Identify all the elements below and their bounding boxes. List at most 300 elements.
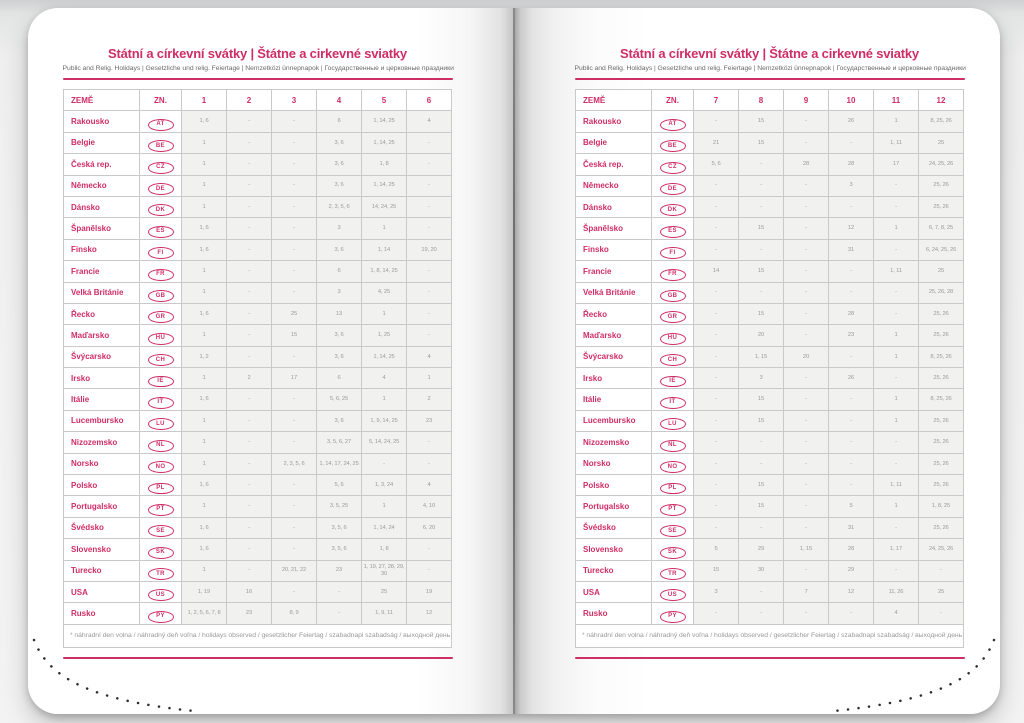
holiday-days-cell: 28 — [784, 154, 829, 175]
country-name: Španělsko — [64, 218, 140, 239]
holiday-days-cell: 3 — [739, 368, 784, 389]
country-name: Portugalsko — [64, 496, 140, 517]
holiday-days-cell: 15 — [739, 410, 784, 431]
holiday-days-cell: - — [784, 603, 829, 624]
table-row — [576, 282, 964, 303]
holiday-days-cell: - — [227, 196, 272, 217]
holiday-days-cell: - — [784, 261, 829, 282]
country-name: Irsko — [576, 368, 652, 389]
holiday-days-cell: 1 — [182, 132, 227, 153]
holiday-days-cell: 5 — [829, 496, 874, 517]
table-row — [576, 368, 964, 389]
country-name: Švýcarsko — [576, 346, 652, 367]
country-code-badge: BE — [148, 140, 174, 152]
country-name: Slovensko — [576, 539, 652, 560]
holiday-days-cell: - — [407, 432, 452, 453]
table-row — [64, 325, 452, 346]
holiday-days-cell: - — [829, 132, 874, 153]
holiday-days-cell: 1 — [182, 196, 227, 217]
holiday-days-cell: 1, 17 — [874, 539, 919, 560]
holiday-days-cell: - — [227, 282, 272, 303]
country-code-cell — [652, 132, 694, 153]
holiday-days-cell: - — [784, 282, 829, 303]
holiday-days-cell: 2, 3, 5, 6 — [317, 196, 362, 217]
table-row — [64, 132, 452, 153]
holiday-days-cell: 1 — [874, 346, 919, 367]
holiday-days-cell: 1 — [182, 175, 227, 196]
country-code-badge: FR — [660, 269, 686, 281]
holiday-days-cell: 1 — [182, 453, 227, 474]
country-name: Švýcarsko — [64, 346, 140, 367]
table-row — [576, 239, 964, 260]
table-row — [64, 496, 452, 517]
country-code-badge: GR — [148, 311, 174, 323]
table-row — [576, 132, 964, 153]
holiday-days-cell: 3, 5, 6 — [317, 539, 362, 560]
holiday-days-cell: - — [227, 261, 272, 282]
holiday-days-cell: 1 — [874, 325, 919, 346]
holiday-table-months-1-6 — [63, 89, 452, 648]
holiday-days-cell: 8, 25, 26 — [919, 346, 964, 367]
holiday-days-cell: - — [272, 389, 317, 410]
holiday-days-cell: - — [784, 132, 829, 153]
country-name: Švédsko — [64, 517, 140, 538]
country-name: Polsko — [576, 475, 652, 496]
holiday-days-cell: - — [694, 325, 739, 346]
country-code-cell — [652, 432, 694, 453]
holiday-days-cell: - — [784, 432, 829, 453]
holiday-days-cell: 4 — [407, 111, 452, 132]
holiday-days-cell: - — [694, 475, 739, 496]
country-code-badge: DK — [660, 204, 686, 216]
holiday-days-cell: 7 — [784, 581, 829, 602]
holiday-days-cell: 15 — [739, 218, 784, 239]
holiday-days-cell: 31 — [829, 239, 874, 260]
country-code-cell — [652, 475, 694, 496]
holiday-days-cell: 30 — [739, 560, 784, 581]
holiday-days-cell: 4, 25 — [362, 282, 407, 303]
holiday-days-cell: 1, 6 — [182, 539, 227, 560]
holiday-days-cell: - — [784, 111, 829, 132]
column-header: ZEMĚ — [64, 90, 140, 111]
holiday-days-cell: 1, 25 — [362, 325, 407, 346]
holiday-days-cell: 25, 26 — [919, 410, 964, 431]
table-row — [64, 432, 452, 453]
country-code-cell — [140, 453, 182, 474]
country-code-cell — [140, 111, 182, 132]
country-name: Velká Británie — [64, 282, 140, 303]
country-code-cell — [652, 581, 694, 602]
holiday-days-cell: - — [362, 453, 407, 474]
country-code-badge: TR — [148, 568, 174, 580]
country-code-cell — [652, 560, 694, 581]
holiday-days-cell: 12 — [829, 218, 874, 239]
footnote-text: * náhradní den volna / náhradný deň voľna / holidays observed / gesetzlicher Feiertag / szabadnapi szabadság / выходной день — [576, 624, 964, 647]
holiday-days-cell: 6, 24, 25, 26 — [919, 239, 964, 260]
holiday-days-cell: - — [227, 539, 272, 560]
table-row — [576, 111, 964, 132]
holiday-days-cell: - — [694, 175, 739, 196]
holiday-days-cell: 4 — [874, 603, 919, 624]
holiday-days-cell: - — [694, 453, 739, 474]
holiday-days-cell: - — [694, 603, 739, 624]
holiday-days-cell: - — [272, 175, 317, 196]
table-row — [64, 218, 452, 239]
open-diary-book — [28, 8, 1000, 714]
country-code-badge: PT — [660, 504, 686, 516]
country-code-cell — [652, 175, 694, 196]
holiday-days-cell: - — [784, 196, 829, 217]
holiday-days-cell: 20 — [784, 346, 829, 367]
holiday-days-cell: 1, 6 — [182, 111, 227, 132]
holiday-days-cell: - — [227, 453, 272, 474]
country-code-cell — [140, 175, 182, 196]
holiday-days-cell: 3, 5, 6, 27 — [317, 432, 362, 453]
holiday-days-cell: 29 — [739, 539, 784, 560]
table-row — [576, 218, 964, 239]
holiday-days-cell: 1 — [182, 154, 227, 175]
table-row — [576, 453, 964, 474]
country-code-badge: DE — [660, 183, 686, 195]
country-code-cell — [140, 517, 182, 538]
country-code-badge: FI — [660, 247, 686, 259]
table-row — [64, 196, 452, 217]
holiday-days-cell: 1 — [182, 496, 227, 517]
holiday-days-cell: 3, 6 — [317, 325, 362, 346]
country-name: Turecko — [576, 560, 652, 581]
holiday-days-cell: - — [829, 389, 874, 410]
holiday-days-cell: 1 — [874, 410, 919, 431]
holiday-days-cell: - — [694, 303, 739, 324]
holiday-days-cell: 14 — [694, 261, 739, 282]
country-name: Belgie — [64, 132, 140, 153]
holiday-days-cell: 1, 15 — [739, 346, 784, 367]
holiday-days-cell: - — [829, 475, 874, 496]
holiday-days-cell: - — [272, 346, 317, 367]
country-code-badge: AT — [148, 119, 174, 131]
holiday-days-cell: 23 — [407, 410, 452, 431]
column-header: 4 — [317, 90, 362, 111]
holiday-days-cell: 1, 6 — [182, 239, 227, 260]
country-code-cell — [652, 154, 694, 175]
table-row — [576, 475, 964, 496]
page-content-right — [575, 8, 965, 659]
holiday-days-cell: - — [272, 539, 317, 560]
holiday-days-cell: 1 — [182, 261, 227, 282]
title-underline-rule — [63, 78, 453, 80]
holiday-days-cell: - — [739, 517, 784, 538]
holiday-days-cell: 1, 11 — [874, 475, 919, 496]
holiday-days-cell: 5 — [694, 539, 739, 560]
holiday-days-cell: 1 — [407, 368, 452, 389]
country-code-badge: CZ — [660, 162, 686, 174]
table-row — [64, 560, 452, 581]
country-code-badge: HU — [148, 333, 174, 345]
country-code-badge: ES — [660, 226, 686, 238]
holiday-days-cell: 6 — [317, 368, 362, 389]
holiday-days-cell: 5, 6, 25 — [317, 389, 362, 410]
table-row — [64, 346, 452, 367]
holiday-days-cell: 15 — [739, 132, 784, 153]
holiday-days-cell: 23 — [317, 560, 362, 581]
holiday-days-cell: - — [784, 175, 829, 196]
holiday-days-cell: 21 — [694, 132, 739, 153]
country-code-badge: NO — [660, 461, 686, 473]
holiday-days-cell: - — [784, 560, 829, 581]
country-code-badge: NL — [148, 440, 174, 452]
country-code-badge: NL — [660, 440, 686, 452]
country-name: Portugalsko — [576, 496, 652, 517]
holiday-days-cell: - — [784, 368, 829, 389]
holiday-days-cell: 19, 20 — [407, 239, 452, 260]
holiday-days-cell: - — [829, 261, 874, 282]
table-row — [576, 175, 964, 196]
holiday-days-cell: - — [874, 517, 919, 538]
country-name: Francie — [64, 261, 140, 282]
holiday-days-cell: - — [407, 261, 452, 282]
holiday-days-cell: - — [227, 389, 272, 410]
holiday-days-cell: - — [874, 303, 919, 324]
holiday-days-cell: - — [874, 239, 919, 260]
holiday-days-cell: 25, 26 — [919, 325, 964, 346]
country-name: Slovensko — [64, 539, 140, 560]
country-code-cell — [140, 410, 182, 431]
table-row — [64, 368, 452, 389]
holiday-days-cell: - — [272, 196, 317, 217]
holiday-days-cell: 1, 19 — [182, 581, 227, 602]
holiday-days-cell: - — [874, 432, 919, 453]
country-code-badge: IT — [148, 397, 174, 409]
holiday-days-cell: - — [272, 218, 317, 239]
country-name: Irsko — [64, 368, 140, 389]
country-code-cell — [652, 282, 694, 303]
country-name: Itálie — [64, 389, 140, 410]
holiday-days-cell: - — [272, 475, 317, 496]
table-row — [576, 581, 964, 602]
holiday-days-cell: 25, 26 — [919, 196, 964, 217]
holiday-days-cell: - — [227, 325, 272, 346]
table-row — [576, 154, 964, 175]
column-header: ZN. — [652, 90, 694, 111]
holiday-days-cell: - — [739, 453, 784, 474]
country-code-badge: LU — [660, 418, 686, 430]
country-code-badge: DK — [148, 204, 174, 216]
table-row — [576, 496, 964, 517]
footer-rule — [575, 657, 965, 659]
title-underline-rule — [575, 78, 965, 80]
holiday-days-cell: 1, 6 — [182, 517, 227, 538]
holiday-days-cell: 1, 3, 24 — [362, 475, 407, 496]
country-code-cell — [140, 539, 182, 560]
holiday-days-cell: - — [874, 282, 919, 303]
holiday-days-cell: - — [694, 496, 739, 517]
holiday-days-cell: 1, 14, 25 — [362, 175, 407, 196]
holiday-days-cell: - — [407, 539, 452, 560]
holiday-days-cell: - — [227, 175, 272, 196]
holiday-days-cell: - — [874, 175, 919, 196]
holiday-days-cell: 1, 15 — [784, 539, 829, 560]
table-row — [576, 432, 964, 453]
country-code-badge: DE — [148, 183, 174, 195]
country-code-badge: SK — [148, 547, 174, 559]
holiday-days-cell: - — [407, 196, 452, 217]
holiday-days-cell: - — [784, 517, 829, 538]
holiday-days-cell: 1, 14, 25 — [362, 111, 407, 132]
country-code-badge: LU — [148, 418, 174, 430]
holiday-days-cell: 1 — [874, 218, 919, 239]
country-code-badge: US — [148, 589, 174, 601]
holiday-days-cell: - — [227, 560, 272, 581]
holiday-days-cell: - — [874, 196, 919, 217]
country-name: Řecko — [576, 303, 652, 324]
holiday-days-cell: - — [272, 581, 317, 602]
holiday-days-cell: 1, 2, 5, 6, 7, 8 — [182, 603, 227, 624]
country-name: Německo — [576, 175, 652, 196]
holiday-days-cell: - — [272, 111, 317, 132]
country-code-cell — [652, 346, 694, 367]
country-code-cell — [652, 389, 694, 410]
country-code-cell — [652, 325, 694, 346]
table-row — [576, 389, 964, 410]
country-code-cell — [652, 496, 694, 517]
country-name: Maďarsko — [64, 325, 140, 346]
holiday-days-cell: 23 — [829, 325, 874, 346]
table-row — [576, 261, 964, 282]
country-name: Belgie — [576, 132, 652, 153]
country-code-cell — [652, 196, 694, 217]
holiday-days-cell: 25, 26 — [919, 175, 964, 196]
holiday-days-cell: 3, 6 — [317, 346, 362, 367]
country-code-badge: ES — [148, 226, 174, 238]
holiday-days-cell: 3 — [317, 282, 362, 303]
country-name: Finsko — [64, 239, 140, 260]
country-name: Česká rep. — [64, 154, 140, 175]
country-name: Itálie — [576, 389, 652, 410]
holiday-days-cell: 1, 8 — [362, 539, 407, 560]
table-footnote-row — [64, 624, 452, 647]
holiday-days-cell: - — [829, 282, 874, 303]
country-code-badge: BE — [660, 140, 686, 152]
holiday-days-cell: 1, 2 — [182, 346, 227, 367]
holiday-days-cell: 5, 6 — [317, 475, 362, 496]
table-row — [64, 239, 452, 260]
country-code-badge: IT — [660, 397, 686, 409]
country-code-cell — [140, 560, 182, 581]
holiday-days-cell: - — [317, 603, 362, 624]
country-name: Turecko — [64, 560, 140, 581]
holiday-days-cell: 1 — [182, 410, 227, 431]
table-row — [576, 303, 964, 324]
country-code-cell — [140, 581, 182, 602]
holiday-days-cell: 26 — [829, 368, 874, 389]
country-name: Španělsko — [576, 218, 652, 239]
holiday-days-cell: 1, 11 — [874, 132, 919, 153]
country-code-badge: IE — [660, 376, 686, 388]
holiday-days-cell: 1, 19, 27, 28, 29, 30 — [362, 560, 407, 581]
holiday-days-cell: - — [272, 517, 317, 538]
holiday-days-cell: - — [227, 475, 272, 496]
country-code-badge: PL — [148, 483, 174, 495]
holiday-days-cell: - — [407, 282, 452, 303]
page-title: Státní a církevní svátky | Štátne a cirkevné sviatky — [620, 46, 919, 61]
holiday-days-cell: - — [829, 432, 874, 453]
table-row — [64, 410, 452, 431]
holiday-days-cell: - — [739, 175, 784, 196]
holiday-days-cell: 15 — [739, 111, 784, 132]
country-name: Lucembursko — [576, 410, 652, 431]
holiday-days-cell: - — [694, 282, 739, 303]
country-code-cell — [652, 368, 694, 389]
holiday-days-cell: - — [874, 453, 919, 474]
country-code-cell — [140, 432, 182, 453]
table-row — [64, 475, 452, 496]
holiday-days-cell: - — [407, 154, 452, 175]
holiday-days-cell: 25, 26 — [919, 303, 964, 324]
holiday-days-cell: - — [784, 239, 829, 260]
holiday-days-cell: 1, 9, 14, 25 — [362, 410, 407, 431]
holiday-days-cell: - — [694, 410, 739, 431]
holiday-days-cell: - — [272, 282, 317, 303]
country-code-badge: PY — [660, 611, 686, 623]
holiday-days-cell: 3 — [317, 218, 362, 239]
holiday-days-cell: 3, 6 — [317, 132, 362, 153]
column-header: 5 — [362, 90, 407, 111]
holiday-days-cell: 3 — [829, 175, 874, 196]
country-code-cell — [140, 325, 182, 346]
holiday-days-cell: 31 — [829, 517, 874, 538]
table-row — [64, 303, 452, 324]
holiday-days-cell: - — [694, 432, 739, 453]
table-row — [64, 581, 452, 602]
holiday-days-cell: 4, 10 — [407, 496, 452, 517]
holiday-days-cell: 5, 6 — [694, 154, 739, 175]
holiday-days-cell: 15 — [739, 475, 784, 496]
holiday-days-cell: 12 — [829, 581, 874, 602]
holiday-days-cell: 25, 26 — [919, 475, 964, 496]
table-row — [576, 517, 964, 538]
holiday-days-cell: 1, 9, 11 — [362, 603, 407, 624]
holiday-table-months-7-12 — [575, 89, 964, 648]
holiday-days-cell: - — [317, 581, 362, 602]
holiday-days-cell: 25 — [919, 581, 964, 602]
holiday-days-cell: - — [272, 496, 317, 517]
holiday-days-cell: 3, 6 — [317, 239, 362, 260]
holiday-days-cell: - — [739, 154, 784, 175]
holiday-days-cell: 3, 6 — [317, 154, 362, 175]
holiday-days-cell: - — [227, 346, 272, 367]
table-row — [576, 539, 964, 560]
country-code-badge: CH — [660, 354, 686, 366]
holiday-days-cell: 3, 6 — [317, 175, 362, 196]
country-code-cell — [652, 303, 694, 324]
country-code-cell — [140, 603, 182, 624]
holiday-days-cell: 3 — [694, 581, 739, 602]
country-code-badge: GB — [148, 290, 174, 302]
column-header: 11 — [874, 90, 919, 111]
page-subtitle: Public and Relig. Holidays | Gesetzliche und relig. Feiertage | Nemzetközi ünnepnapok | Государственные и церковные праздники — [62, 65, 454, 72]
holiday-days-cell: 15 — [739, 303, 784, 324]
country-code-badge: CH — [148, 354, 174, 366]
holiday-days-cell: 24, 25, 26 — [919, 539, 964, 560]
column-header: 1 — [182, 90, 227, 111]
holiday-days-cell: 1, 14, 25 — [362, 346, 407, 367]
footer-rule — [63, 657, 453, 659]
holiday-days-cell: 26 — [829, 111, 874, 132]
table-row — [64, 111, 452, 132]
holiday-days-cell: - — [272, 410, 317, 431]
holiday-days-cell: - — [874, 368, 919, 389]
holiday-days-cell: 16 — [227, 581, 272, 602]
